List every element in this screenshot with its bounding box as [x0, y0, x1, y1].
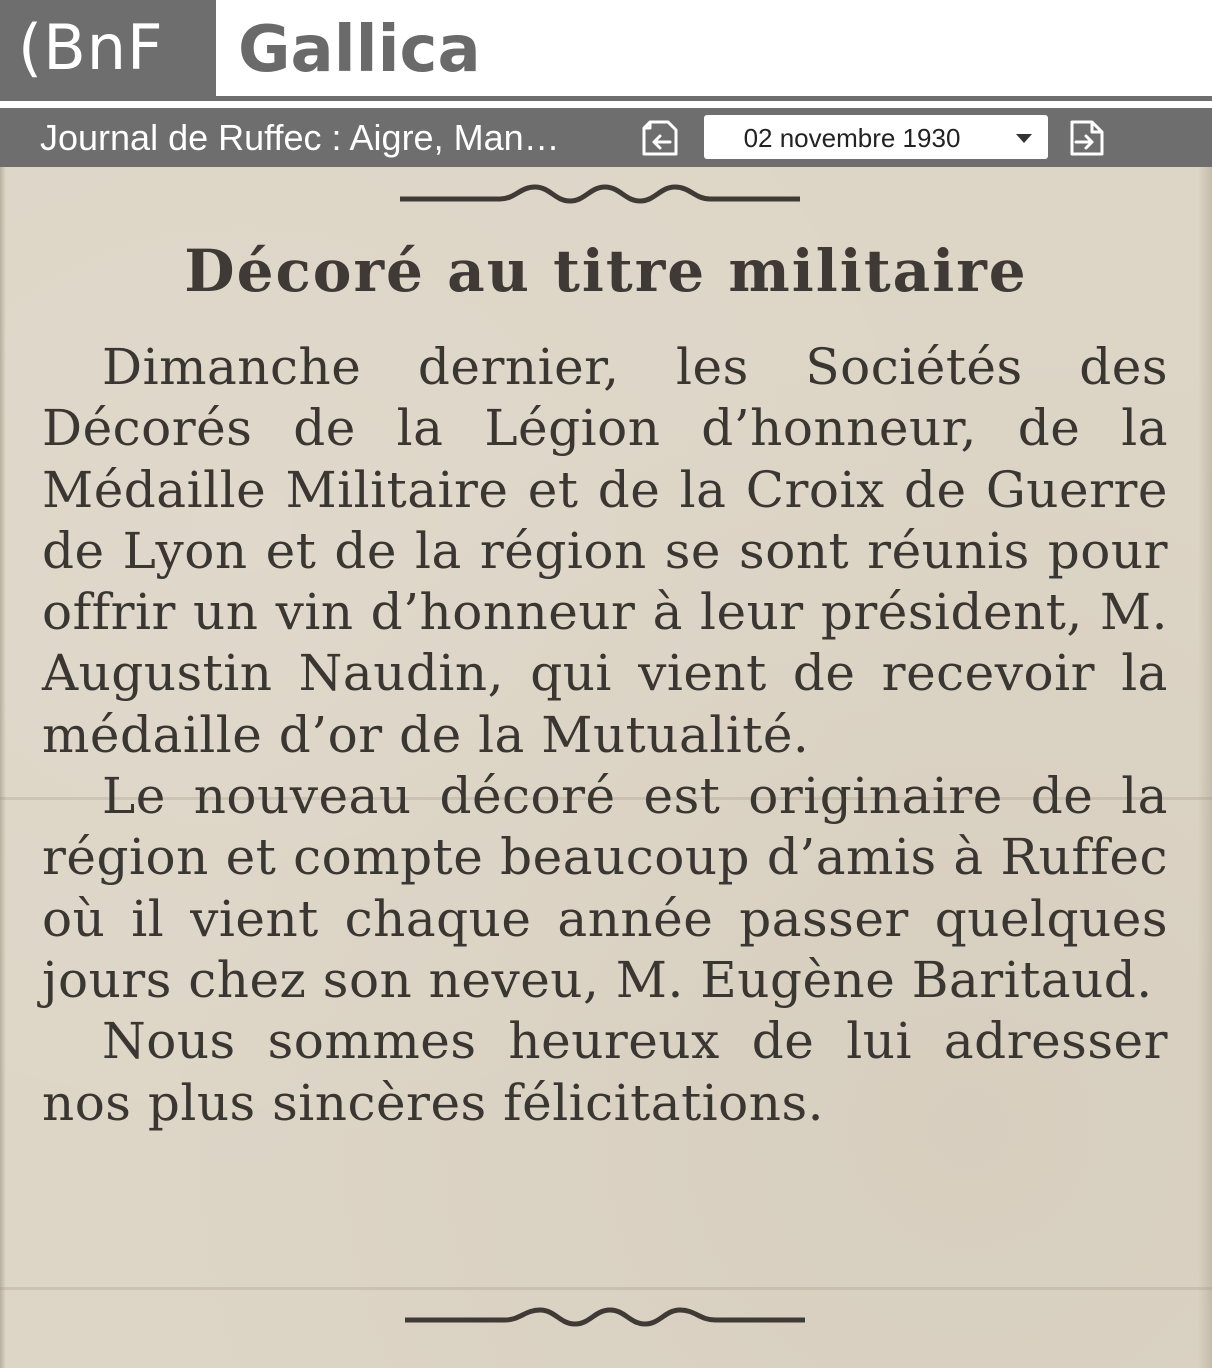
gallica-site-title[interactable]: Gallica: [238, 13, 481, 87]
previous-issue-button[interactable]: [640, 118, 680, 158]
page-edge-left: [0, 167, 6, 1368]
page-edge-right: [1198, 167, 1212, 1368]
previous-issue-icon: [640, 118, 680, 158]
article-paragraph: Nous sommes heureux de lui adresser nos plus sincères félicitations.: [42, 1012, 1168, 1132]
bnf-logo[interactable]: (BnF: [0, 0, 216, 96]
ornament-divider-bottom-icon: [405, 1304, 805, 1334]
article-title: Décoré au titre militaire: [184, 237, 1028, 305]
next-issue-button[interactable]: [1068, 118, 1108, 158]
article-paragraph: Dimanche dernier, les Sociétés des Décorés de la Légion d’honneur, de la Médaille Militaire et de la Croix de Guerre de Lyon et de la région se sont réunis pour offrir un vin d’honneur à leur président, M. Augustin Naudin, qui vient de recevoir la médaille d’or de la Mutualité.: [42, 338, 1168, 764]
site-header: [0, 0, 1212, 96]
ornament-divider-top-icon: [400, 179, 800, 209]
document-toolbar: [0, 108, 1212, 167]
issue-date-value: 02 novembre 1930: [743, 123, 961, 153]
issue-date-select[interactable]: [704, 115, 1048, 159]
next-issue-icon: [1068, 118, 1108, 158]
bleed-through-rule: [0, 1287, 1212, 1290]
newspaper-page-viewer[interactable]: [0, 167, 1212, 1368]
article-paragraph: Le nouveau décoré est originaire de la région et compte beaucoup d’amis à Ruffec où il vient chaque année passer quelques jours chez son neveu, M. Eugène Baritaud.: [42, 767, 1168, 1009]
article-body: [42, 337, 1168, 1134]
header-divider: [0, 96, 1212, 101]
document-title: Journal de Ruffec : Aigre, Man…: [40, 117, 560, 158]
chevron-down-icon: [1016, 134, 1032, 143]
